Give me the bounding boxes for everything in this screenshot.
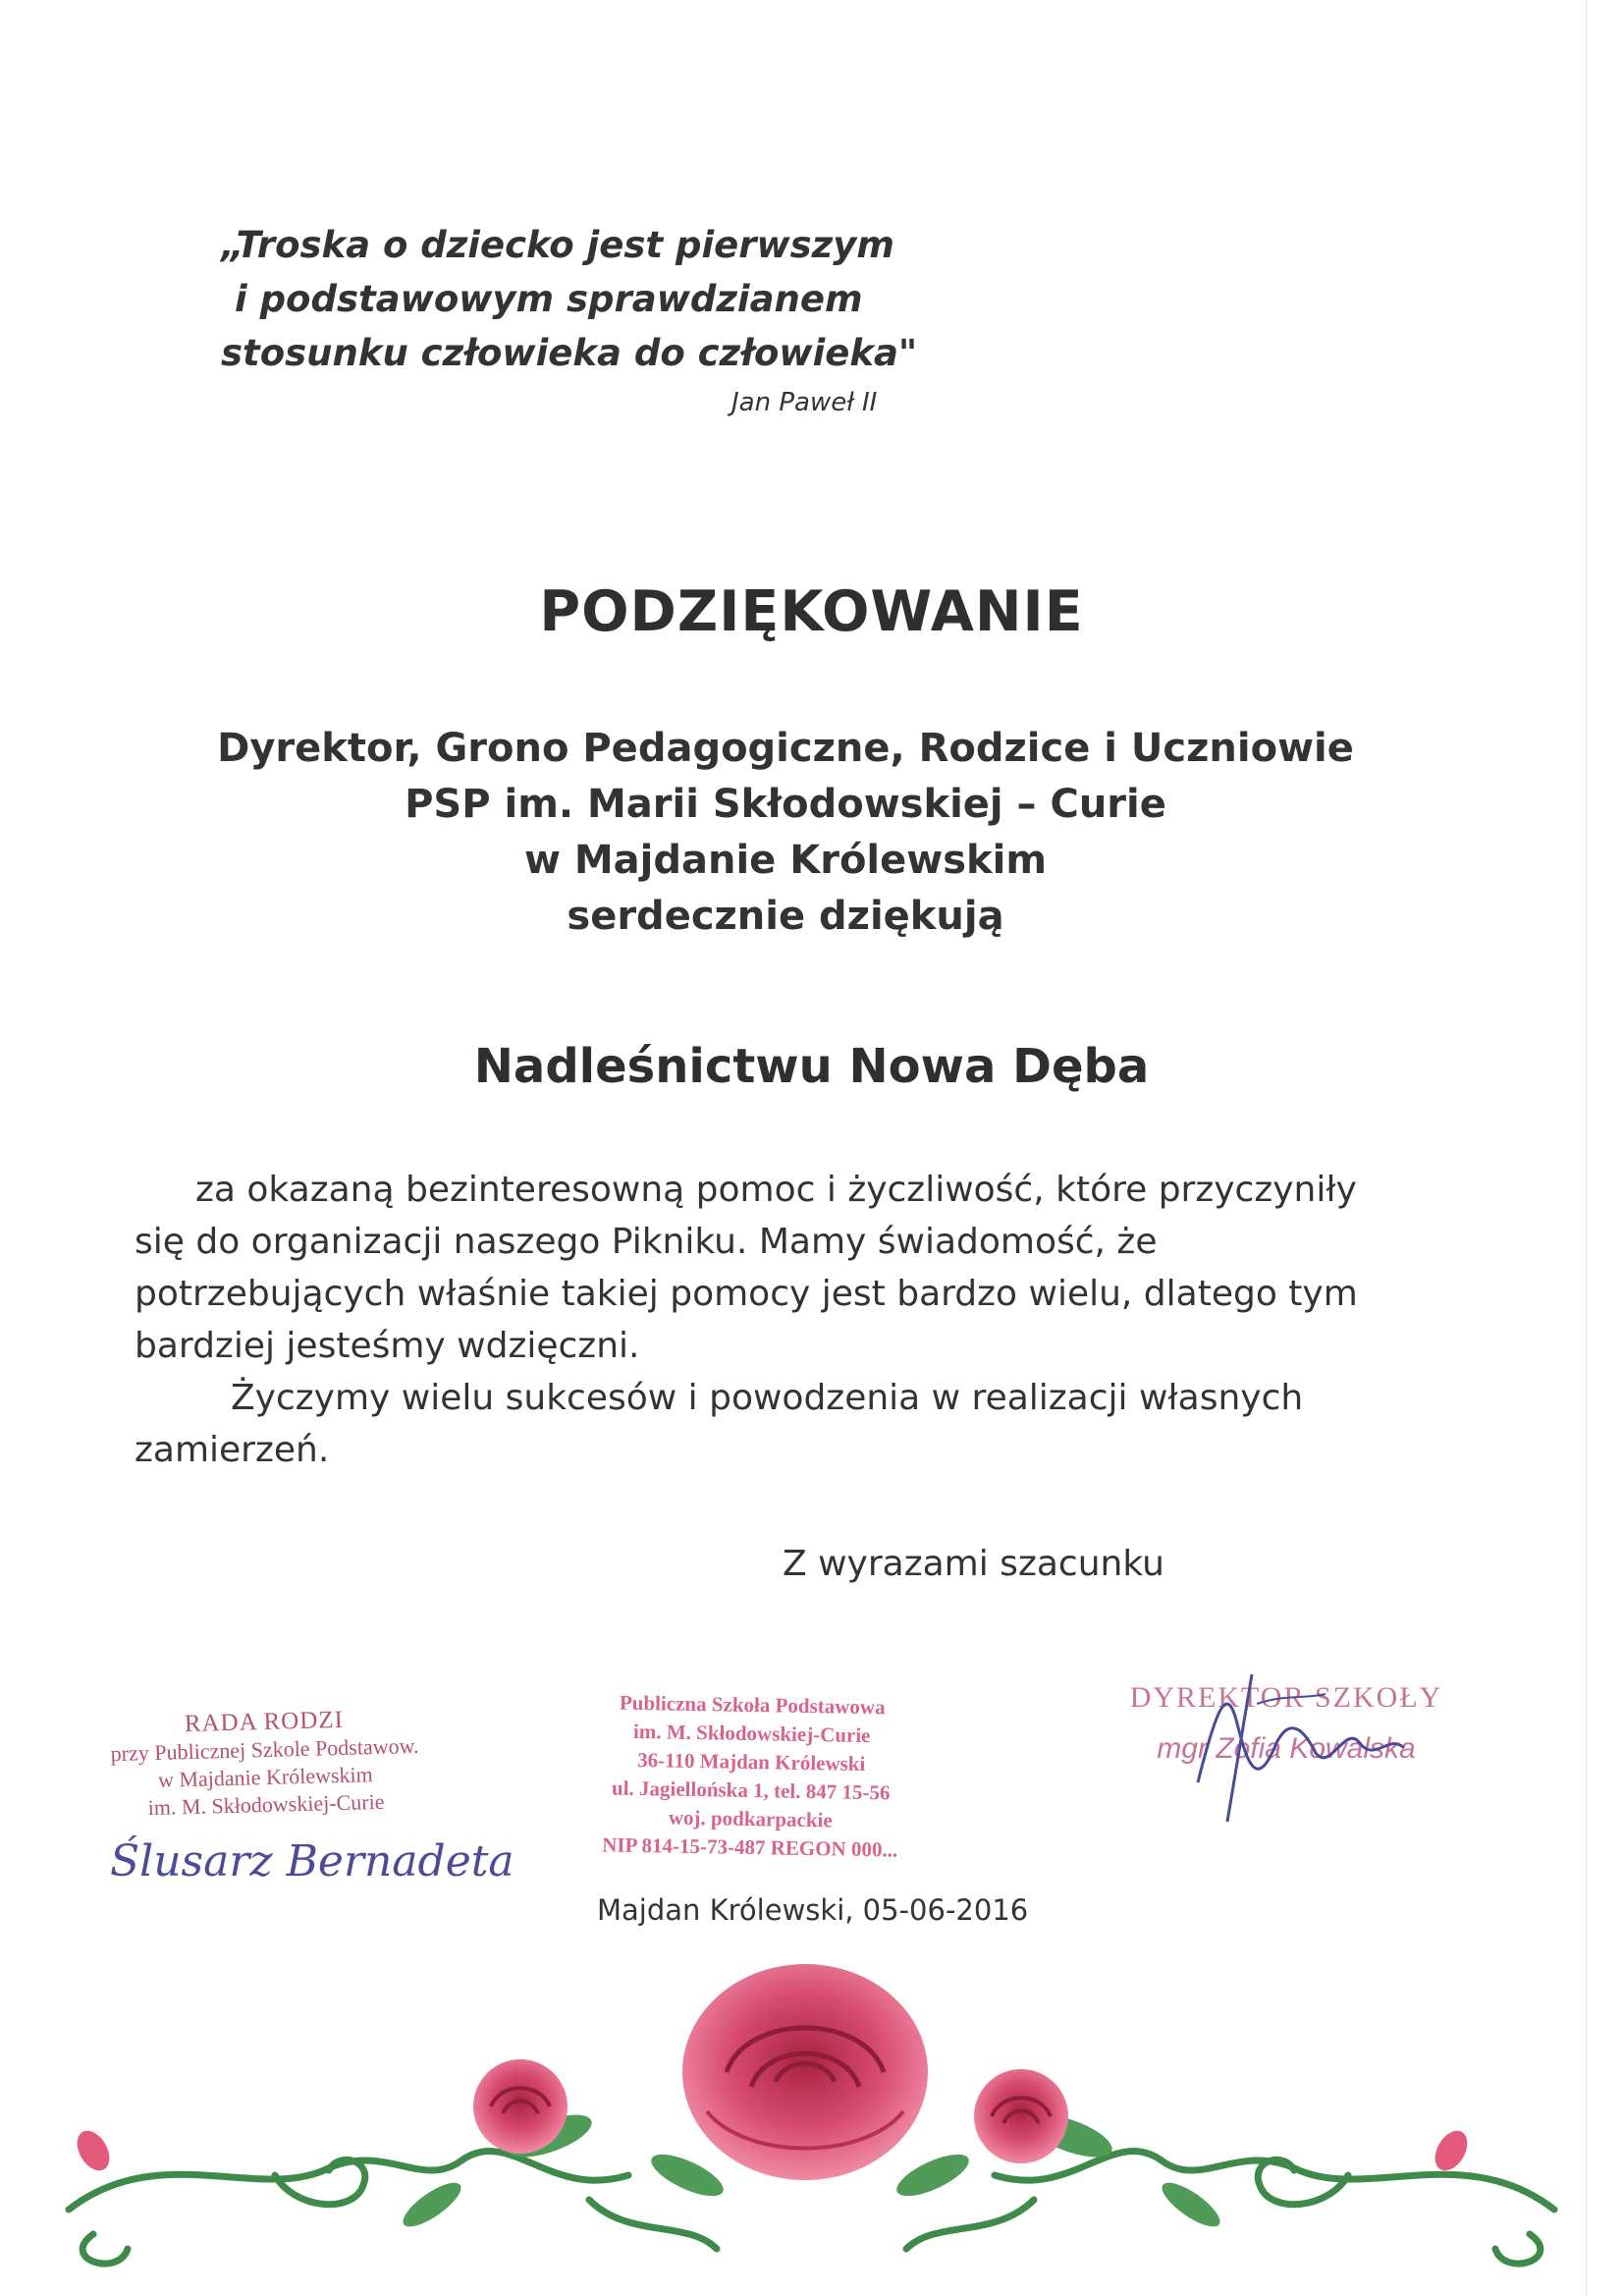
director-signature-scribble <box>1159 1665 1453 1831</box>
quote-line-2: i podstawowym sprawdzianem <box>235 278 863 320</box>
stamp-line: 36-110 Majdan Królewski <box>636 1747 866 1777</box>
senders-line: serdecznie dziękują <box>567 894 1004 939</box>
center-rose <box>682 1964 928 2180</box>
quote-line-3: stosunku człowieka do człowieka" <box>221 332 918 374</box>
document-title: PODZIĘKOWANIE <box>539 579 1084 644</box>
closing-phrase: Z wyrazami szacunku <box>783 1544 1164 1584</box>
director-name: mgr Zofia Kowalska <box>1157 1732 1416 1765</box>
school-stamp <box>544 1687 959 1865</box>
stamp-line: przy Publicznej Szkole Podstawow. <box>110 1732 419 1767</box>
parents-council-stamp <box>68 1704 463 1824</box>
vine-flourish-right <box>906 2152 1554 2265</box>
stamp-line: im. M. Skłodowskiej-Curie <box>632 1719 871 1748</box>
letter-body <box>135 1164 1411 1476</box>
epigraph-quote <box>221 218 928 380</box>
left-rose <box>473 2059 568 2154</box>
rose-border-decoration <box>0 1964 1623 2296</box>
body-paragraph-2: Życzymy wielu sukcesów i powodzenia w realizacji własnych zamierzeń. <box>135 1378 1304 1470</box>
director-title: DYREKTOR SZKOŁY <box>1129 1681 1443 1714</box>
body-paragraph-1: za okazaną bezinteresowną pomoc i życzliwość, które przyczyniły się do organizacji naszego Pikniku. Mamy świadomość, że potrzebujących właśnie takiej pomocy jest bardzo wielu, dlatego tym bardziej jesteśmy wdzięczni. <box>135 1170 1358 1366</box>
senders-block <box>147 721 1424 945</box>
parents-signature: Ślusarz Bernadeta <box>110 1836 514 1886</box>
quote-author: Jan Paweł II <box>731 388 878 417</box>
stamp-line: NIP 814-15-73-487 REGON 000... <box>602 1832 898 1862</box>
recipient-name: Nadleśnictwu Nowa Dęba <box>473 1039 1150 1094</box>
senders-line: w Majdanie Królewskim <box>523 838 1048 883</box>
scan-edge-line <box>1586 0 1587 2296</box>
senders-line: PSP im. Marii Skłodowskiej – Curie <box>405 782 1166 827</box>
stamp-line: RADA RODZI <box>184 1706 345 1738</box>
stamp-line: ul. Jagiellońska 1, tel. 847 15-56 <box>611 1776 891 1805</box>
place-and-date: Majdan Królewski, 05-06-2016 <box>597 1893 1029 1927</box>
stamp-line: Publiczna Szkoła Podstawowa <box>619 1690 886 1720</box>
quote-line-1: „Troska o dziecko jest pierwszym <box>221 224 894 266</box>
stamp-line: im. M. Skłodowskiej-Curie <box>147 1788 385 1821</box>
stamp-line: woj. podkarpackie <box>668 1805 833 1832</box>
senders-line: Dyrektor, Grono Pedagogiczne, Rodzice i Uczniowie <box>217 726 1354 771</box>
stamp-line: w Majdanie Królewskim <box>157 1762 374 1792</box>
vine-flourish-left <box>69 2152 717 2265</box>
right-rose <box>974 2069 1068 2163</box>
